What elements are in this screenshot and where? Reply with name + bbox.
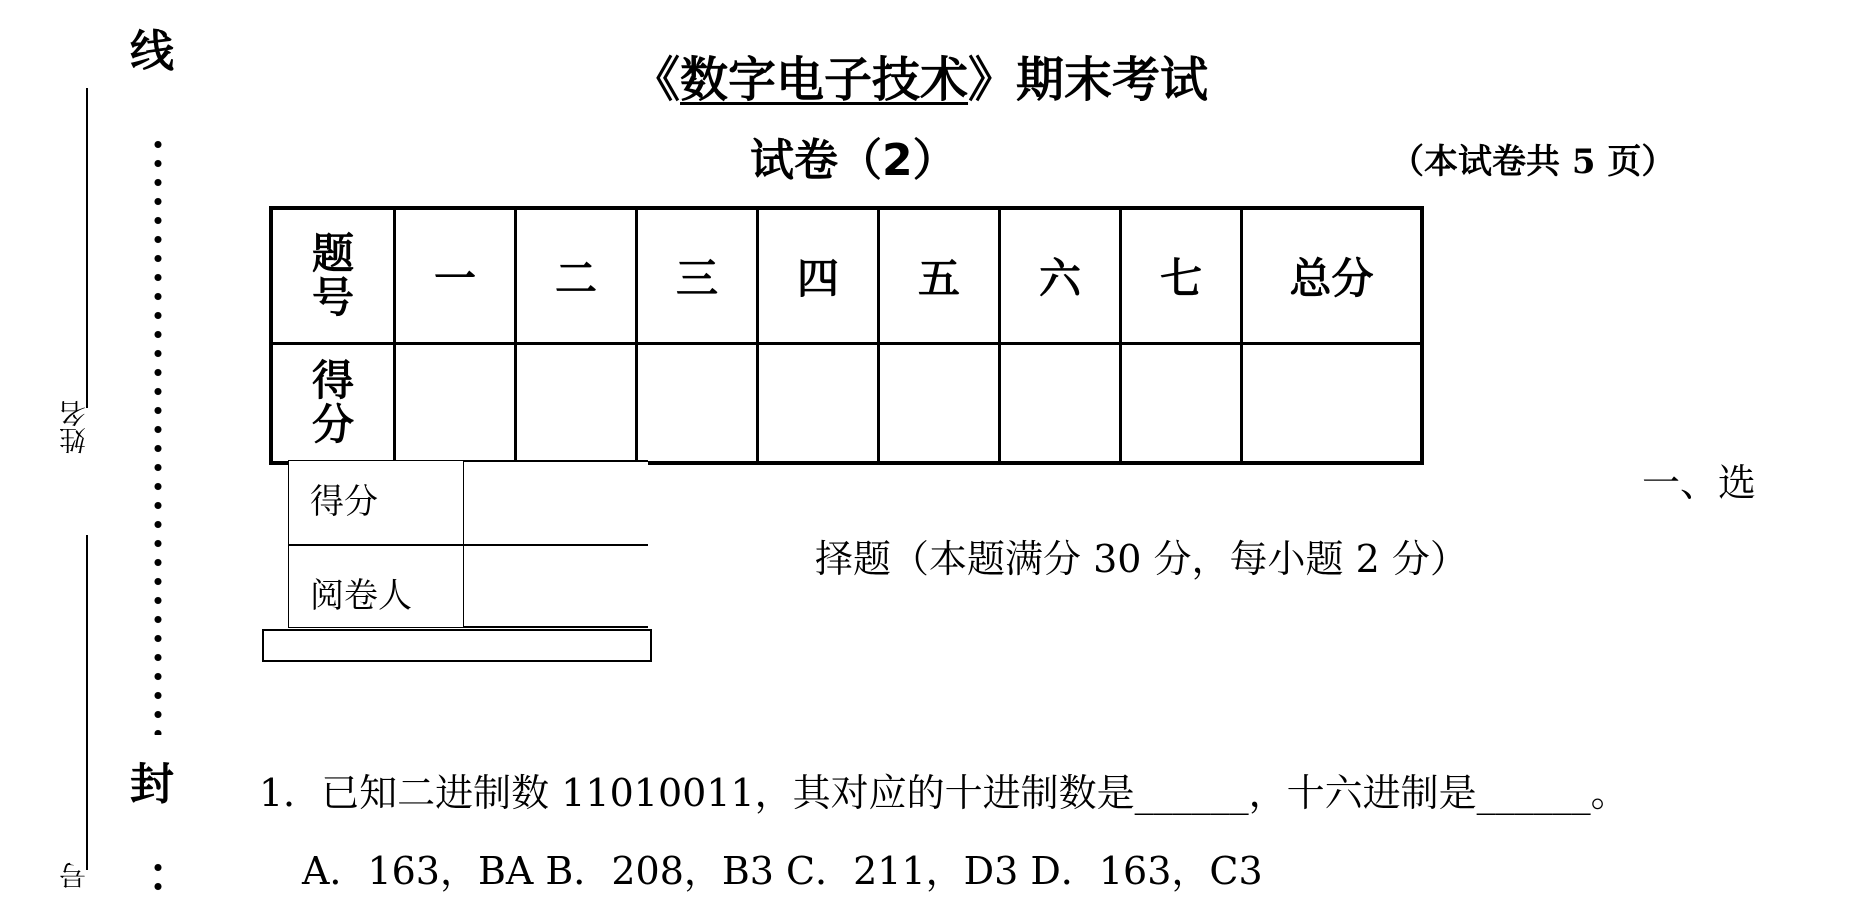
total-score-header: 总分 <box>1242 208 1423 344</box>
section-heading-part-a: 一、选 <box>1642 461 1757 505</box>
score-cell[interactable] <box>758 344 879 464</box>
score-row-label: 得分 <box>311 355 354 449</box>
question-1-options: A．163，BA B．208，B3 C．211，D3 D．163，C3 <box>302 849 1263 893</box>
column-header: 三 <box>637 208 758 344</box>
score-row-header <box>271 344 395 464</box>
section-score-label: 得分 <box>310 482 378 522</box>
score-table <box>269 206 1424 465</box>
grader-box-base <box>262 629 652 662</box>
grader-top-line <box>464 460 648 462</box>
page-count-note: （本试卷共 5 页） <box>1390 142 1676 182</box>
binding-dotted-line <box>153 135 163 735</box>
binding-char-feng: 封 <box>130 759 174 810</box>
name-label: 姓名 <box>60 400 91 454</box>
column-header: 四 <box>758 208 879 344</box>
score-cell[interactable] <box>1000 344 1121 464</box>
title-rest: 》期末考试 <box>968 52 1209 108</box>
score-cell[interactable] <box>395 344 516 464</box>
grader-label: 阅卷人 <box>310 576 412 616</box>
section-heading-part-b: 择题（本题满分 30 分，每小题 2 分） <box>815 537 1468 581</box>
course-name: 数字电子技术 <box>680 52 969 108</box>
column-header: 七 <box>1121 208 1242 344</box>
score-row <box>271 344 1422 464</box>
question-number-label: 题号 <box>311 228 354 322</box>
question-1-text: 1．已知二进制数 11010011，其对应的十进制数是______，十六进制是______。 <box>259 771 1629 815</box>
number-blank-line <box>86 535 88 870</box>
grader-box <box>288 460 648 628</box>
question-number-header <box>271 208 395 344</box>
binding-char-xian: 线 <box>130 26 174 77</box>
score-cell[interactable] <box>516 344 637 464</box>
name-blank-line <box>86 88 88 408</box>
exam-title <box>632 52 1208 110</box>
question-number-row <box>271 208 1422 344</box>
grader-bottom-line <box>464 626 648 628</box>
score-cell[interactable] <box>637 344 758 464</box>
column-header: 二 <box>516 208 637 344</box>
column-header: 六 <box>1000 208 1121 344</box>
score-cell[interactable] <box>1121 344 1242 464</box>
title-open-bracket: 《 <box>632 52 681 108</box>
score-cell[interactable] <box>879 344 1000 464</box>
binding-dotted-line-lower <box>153 858 163 900</box>
column-header: 五 <box>879 208 1000 344</box>
number-label: 号 <box>60 862 91 889</box>
paper-subtitle: 试卷（2） <box>750 135 957 186</box>
total-score-cell[interactable] <box>1242 344 1423 464</box>
column-header: 一 <box>395 208 516 344</box>
grader-divider <box>288 544 648 546</box>
